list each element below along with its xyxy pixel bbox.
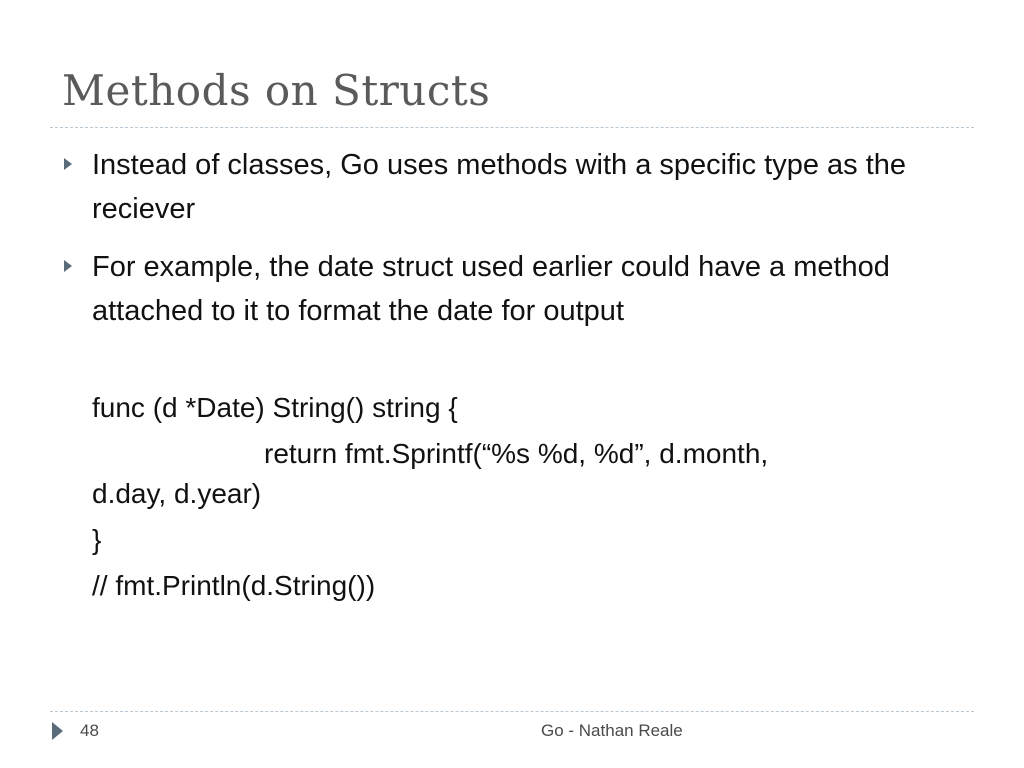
bullet-text: For example, the date struct used earlier could have a method attached to it to format the date for output	[92, 251, 890, 327]
bullet-text: Instead of classes, Go uses methods with a specific type as the reciever	[92, 149, 907, 225]
bullet-list	[62, 143, 942, 347]
footer-divider	[50, 711, 974, 712]
code-line-return-wrap: d.day, d.year)	[92, 478, 262, 509]
code-line-func: func (d *Date) String() string {	[92, 392, 458, 423]
code-block	[92, 388, 912, 606]
triangle-right-icon	[64, 260, 72, 272]
code-line-close-brace: }	[92, 524, 102, 555]
triangle-right-icon	[64, 158, 72, 170]
triangle-right-icon	[52, 722, 63, 740]
title-divider	[50, 127, 974, 128]
bullet-item	[62, 245, 942, 333]
footer-text: Go - Nathan Reale	[541, 721, 683, 740]
slide-title: Methods on Structs	[62, 66, 491, 115]
code-line-return: return fmt.Sprintf(“%s %d, %d”, d.month,	[264, 438, 769, 469]
page-number: 48	[80, 721, 99, 740]
code-line-comment: // fmt.Println(d.String())	[92, 570, 376, 601]
bullet-item	[62, 143, 942, 231]
